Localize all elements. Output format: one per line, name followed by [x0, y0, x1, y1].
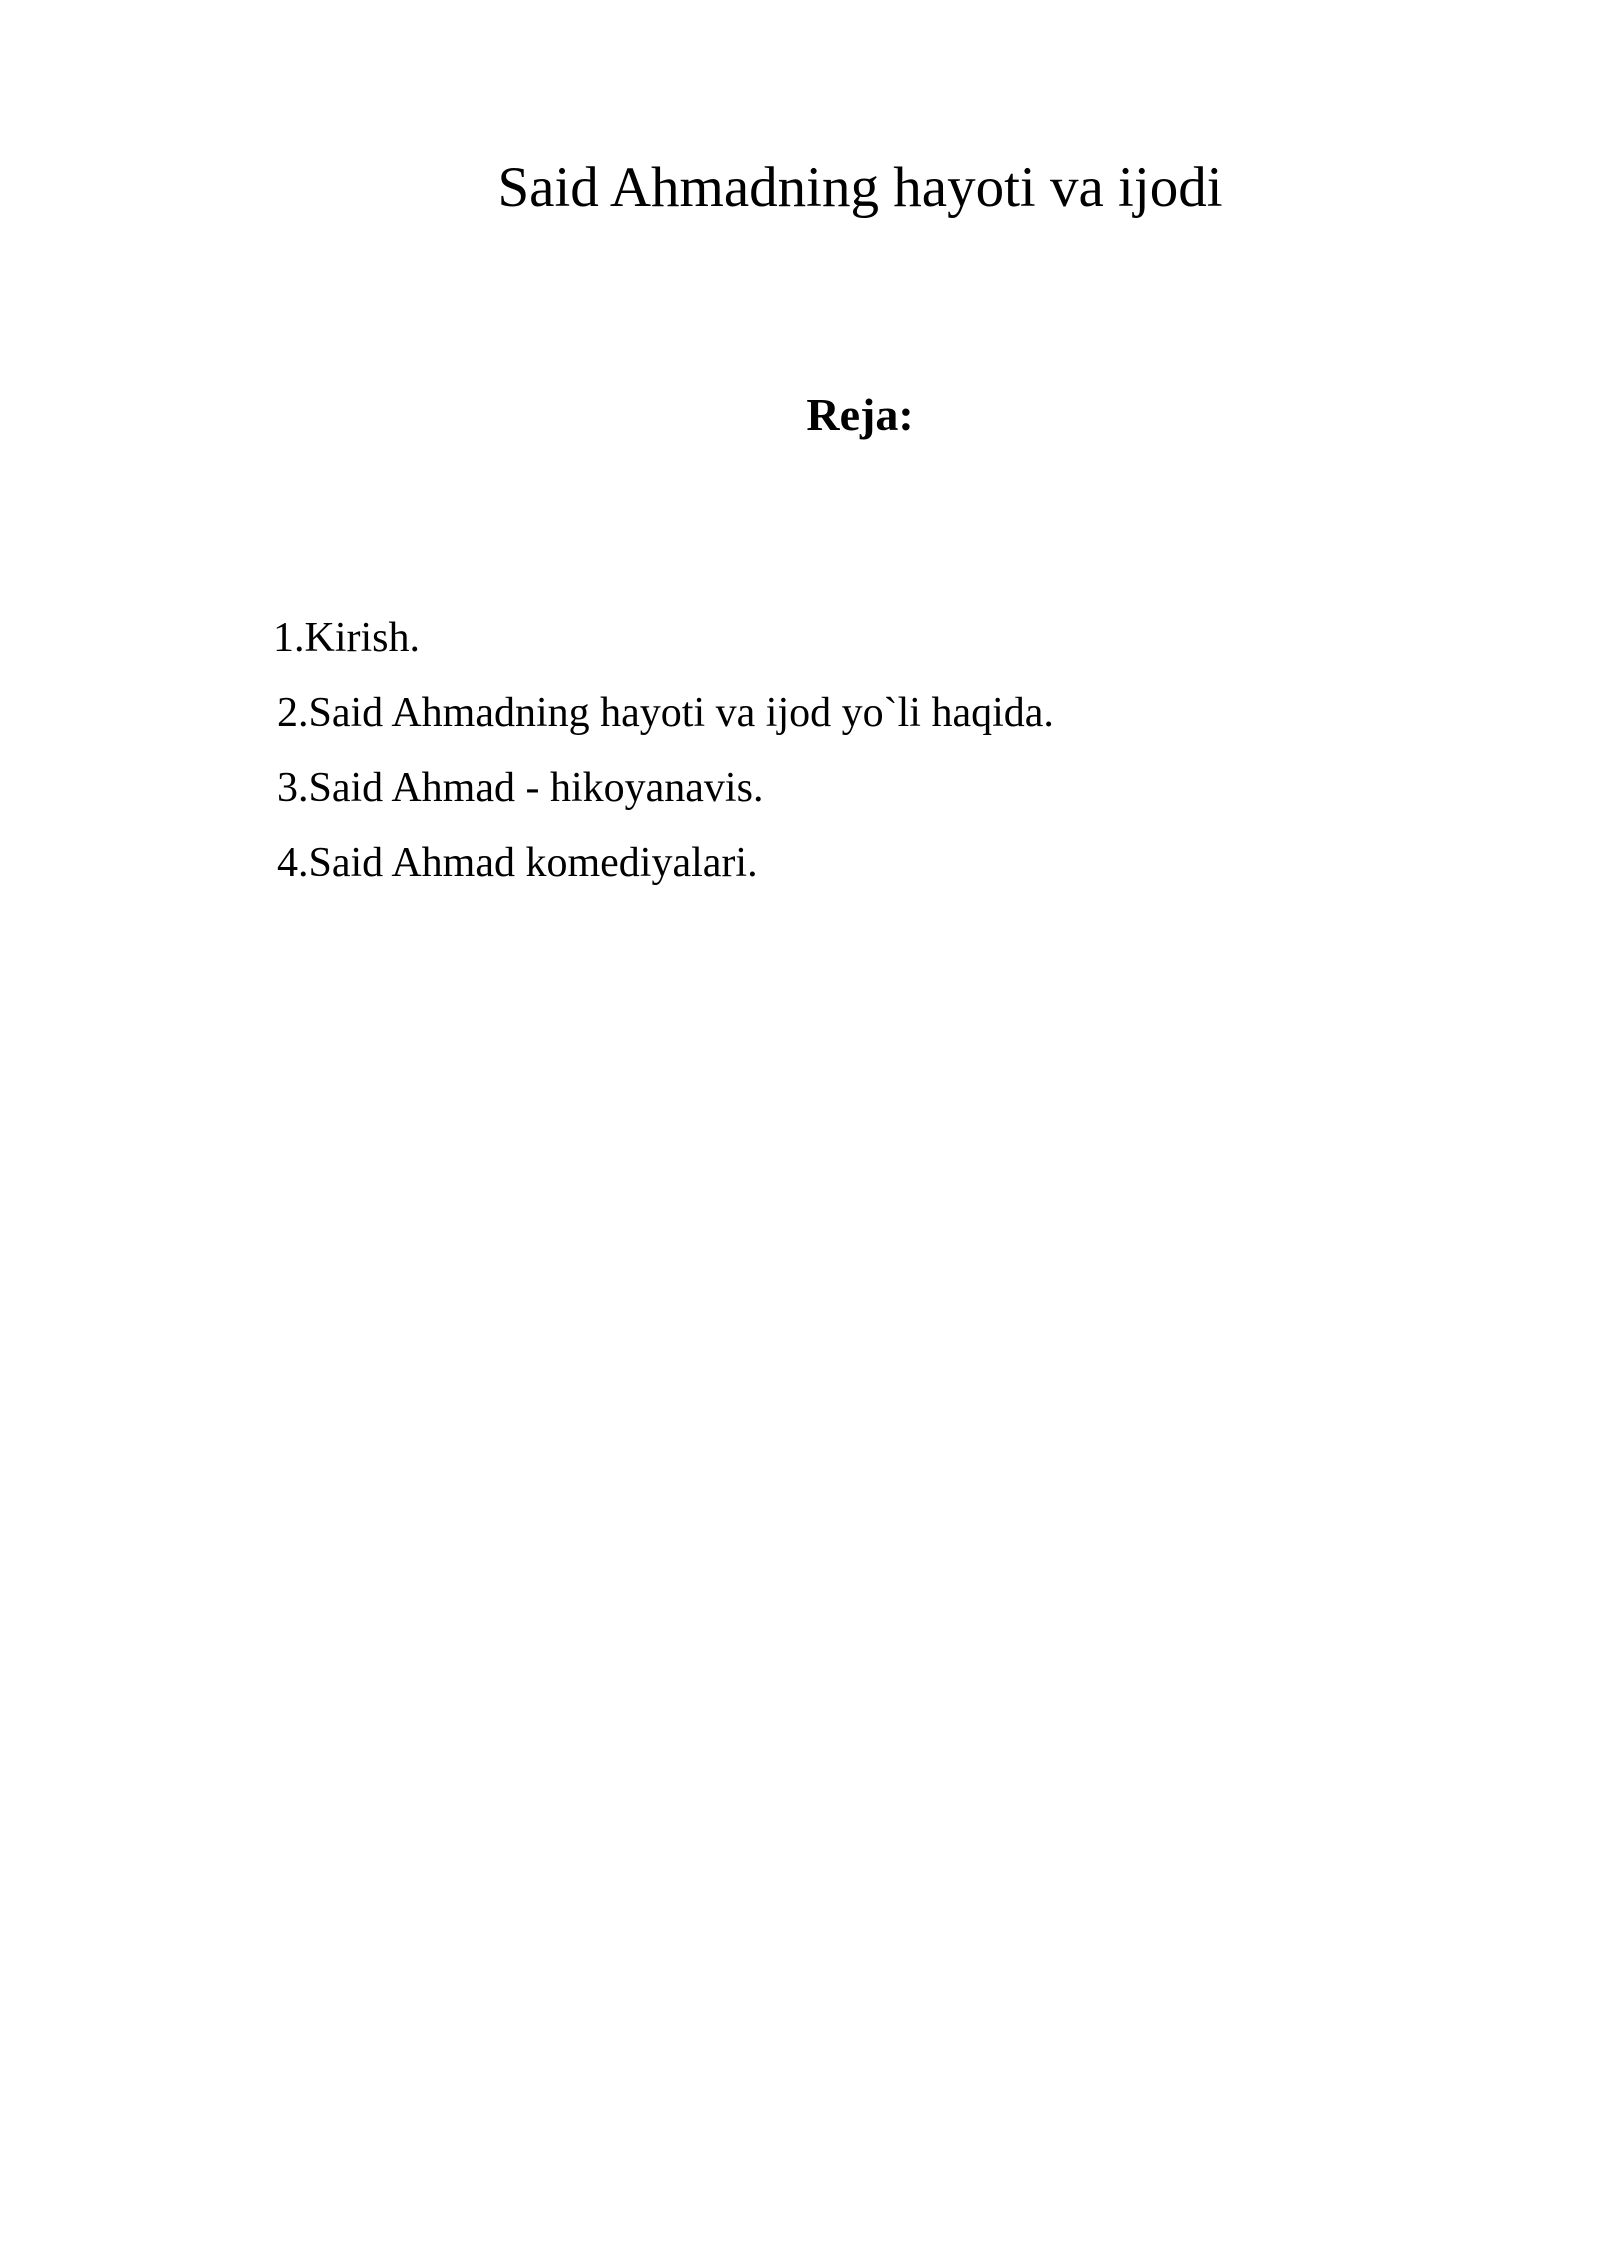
- plan-item-kirish: 1.Kirish.: [273, 615, 420, 661]
- document-title: Said Ahmadning hayoti va ijodi: [497, 156, 1223, 219]
- plan-item-komediyalari: 4.Said Ahmad komediyalari.: [277, 840, 758, 886]
- plan-heading: Reja:: [806, 389, 914, 440]
- plan-item-hikoyanavis: 3.Said Ahmad - hikoyanavis.: [277, 765, 764, 811]
- plan-item-hayoti-va-ijod-yoli: 2.Said Ahmadning hayoti va ijod yo`li haqida.: [277, 690, 1054, 736]
